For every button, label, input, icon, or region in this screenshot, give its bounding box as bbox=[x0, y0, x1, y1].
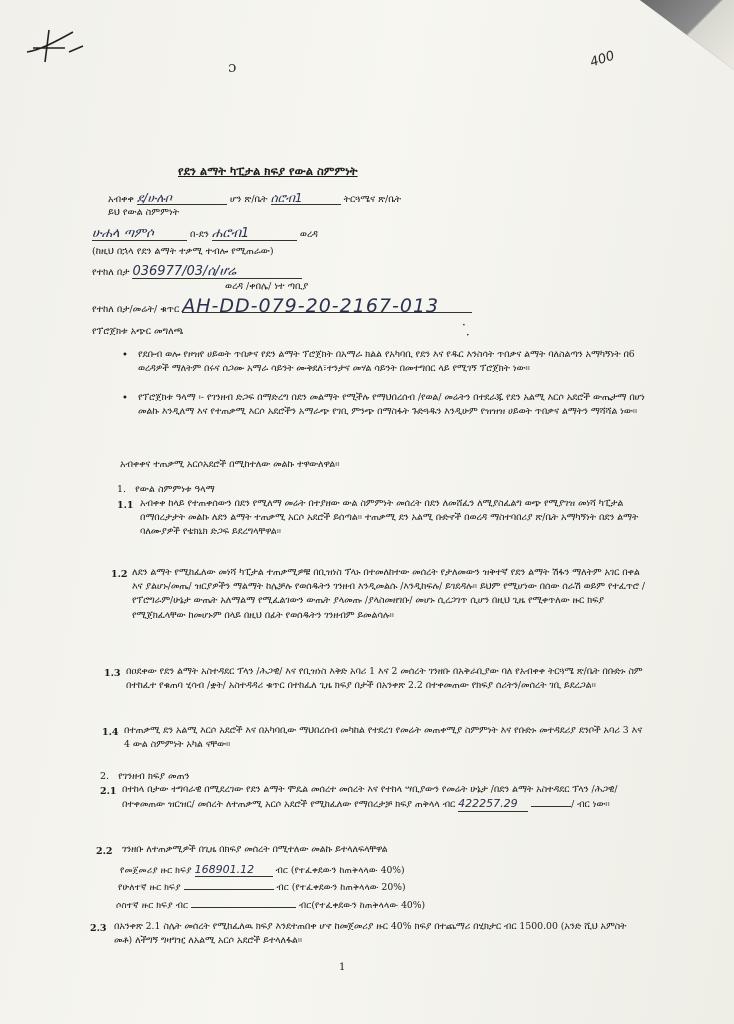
handwritten-name-2: ሁሐላ ጣምሶ bbox=[92, 228, 187, 241]
section-1-heading: 1. የውል ስምምነቱ ዓላማ bbox=[117, 484, 215, 495]
intro-bullet-1: የደቡብ ወሎ የዞዝየ ሀይወት ጥበቃና የደን ልማት ፕሮጀክት በአማራ ክልል የአካባቢ የደን እና የዱር እንስሳት ጥበቃና ልማት ባለስልጣን አማካኝነት በ6 ወረዳዎች ማለትም በሩና ሰጋሙ አማራ ሳይንት ሙቅደለ፣ተንታና መሃል ሳይንት በመተግበር ላይ የሚገኝ ፕሮጀክት ነው። bbox=[138, 349, 635, 375]
party-line-3: ሁሐላ ጣምሶ በ-ደን ሐሮብ1 ወረዳ bbox=[92, 226, 318, 241]
project-summary-heading: የፕሮጀክቱ አጭር መግለጫ bbox=[92, 326, 184, 337]
party-line-2: ይህ የውል ስምምነት bbox=[108, 207, 180, 218]
party-line-4: (ከዚህ በኋላ የደን ልማት ተቃሚ ተብሎ የሚጠራው) bbox=[92, 246, 274, 257]
handwritten-place-1: ሰሮብ1 bbox=[271, 192, 341, 205]
clause-2-1-text: በተከላ በታው ተግባራዊ በሚደረገው የደን ልማት ሞዴል መሰረተ መሰረት እና የተከላ ሣቢያውን የመሬት ሁኔታ /በደን ልማት አስተዳደር ፕላን /ሕጋዊ/ በተቀመጠው ዝርዝር/ መሰረት ለተጠቃሚ አርሶ አደሮች የሚከፈለው የማበረታቻ ክፍያ ጠቅላላ ብር 422257.29 / ብር ነው። bbox=[122, 783, 642, 812]
handwritten-corner-number: 400 bbox=[588, 48, 617, 71]
clause-number: 1.3 bbox=[104, 668, 121, 679]
party-line-7: የተከለ በታ/መሬት/ ቁጥር AH-DD-079-20-2167-013 bbox=[92, 300, 472, 316]
clause-1-4-text: በተጠቃሚ ደን አልሚ እርሶ አደሮች እና በአካባቢው ማህበረሰብ መካከል የተደረገ የመሬት መጠቀሚያ ስምምነት እና የቡድኑ መተዳደሪያ ደንቦች አባሪ 3 እና 4 ውል ስምምነት አካል ናቸው። bbox=[124, 725, 643, 751]
party-line-1: አብቀቀ ደ/ሁሉቦ ሆን ጽ/ቤት ሰሮብ1 ትርጓሜና ጽ/ቤት bbox=[108, 191, 402, 205]
clause-number: 1.4 bbox=[102, 727, 119, 738]
clause-number: 1.1 bbox=[117, 500, 134, 511]
payment-row-3: ሶስተኛ ዙር ክፍያ ብር ብር(የተፈቀደውን ከጠቅላላው 40%) bbox=[116, 900, 426, 911]
clause-1-3-text: በዐደቀው የደን ልማት አስተዳደር ፕላን /ሕጋዊ/ እና የቢዝነስ እቅድ አባሪ 1 እና 2 መሰረት ገንዘቡ በአቅራቢያው ባለ የአብቀቀ ትርጓሜ ጽ/ቤት በቡድኑ ስም በተከፈተ የቁጠባ ሂሳብ /ቋት/ አስተዳዳሪ ቁጥር በተከፈለ ጊዜ ክፍያ በታች በአንቀጽ 2.2 በተቀመጠው የክፍያ ሰሪትን/መሰረት ገቢ ይደረጋል። bbox=[126, 666, 643, 692]
handwritten-scribble-mark bbox=[25, 22, 95, 72]
clause-2-3-text: በአንቀጽ 2.1 ስሌት መሰረት የሚከፈለዉ ክፍያ እንደተጠበቀ ሆኖ ከመጀመሪያ ዙር 40% ክፍያ በተጨማሪ በሂክታር ብር 1500.00 (አንድ ሺህ አምስት መቶ) ለችግኝ ግዛግዢ ለአልሚ አርሶ አደሮች ይተላለፋል። bbox=[114, 921, 627, 947]
handwritten-name-1: ደ/ሁሉቦ bbox=[137, 192, 227, 205]
section-2-heading: 2. የገንዘብ ክፍያ መጠን bbox=[100, 771, 190, 782]
handwritten-plot-code: 036977/03/ሰ/ሆሬ bbox=[132, 266, 302, 279]
handwritten-small-mark: ɔ bbox=[228, 58, 237, 76]
document-title: የደን ልማት ካፒታል ክፍያ የውል ስምምነት bbox=[178, 164, 358, 178]
intro-closing: አብቀቀና ተጠቃሚ አርሶአደሮች በሚከተለው መልኩ ተዋውለዋል። bbox=[120, 459, 340, 470]
intro-bullet-2: የፕሮጀክቱ ዓላማ ፡- የገንዘብ ድጋፍ በማድረግ በደን መልማት የሚችሉ የማህበረሰብ /የወል/ መሬትን በተደራጁ የደን አልሚ እርሶ አደሮች ውጤታማ በሆነ መልኩ እንዲለማ እና የተጠቃሚ እርሶ አደሮችን አማራጭ የገቢ ምንጭ በማስፋት ጉድጓዱን እንዲሁም የዝዝዝ ሀይወት ጥበቃና ልማትን ማሻሻል ነው። bbox=[138, 392, 645, 418]
payment-row-2: የሁለተኛ ዙር ክፍያ ብር (የተፈቀደውን ከጠቅላላው 20%) bbox=[118, 882, 406, 893]
party-line-6: ወረዳ /ቀበሌ/ ነተ ጣቢያ bbox=[225, 281, 309, 292]
bullet-icon: • bbox=[122, 350, 128, 361]
clause-number: 2.2 bbox=[96, 846, 113, 857]
handwritten-total-amount: 422257.29 bbox=[458, 797, 528, 812]
handwritten-place-2: ሐሮብ1 bbox=[212, 228, 297, 241]
party-line-5: የተከለ በታ 036977/03/ሰ/ሆሬ bbox=[92, 266, 302, 279]
handwritten-plot-number: AH-DD-079-20-2167-013 bbox=[182, 300, 472, 313]
clause-number: 1.2 bbox=[111, 569, 128, 580]
payment-row-1: የመጀመሪያ ዙር ክፍያ 168901.12 ብር (የተፈቀደውን ከጠቅላላው 40%) bbox=[120, 863, 405, 876]
bullet-icon: • bbox=[122, 393, 128, 404]
clause-number: 2.3 bbox=[90, 923, 107, 934]
clause-number: 2.1 bbox=[100, 786, 117, 797]
clause-2-2-intro: ገንዘቡ ለተጠቃሚዎች በጊዜ በክፍያ መሰረት በሚተለው መልኩ ይተላለፍላቸዋል bbox=[122, 844, 388, 855]
handwritten-first-payment: 168901.12 bbox=[195, 864, 273, 877]
clause-1-2-text: ለደን ልማት የሚከፈለው መነሻ ካፒታል ተጠቃሚዎቹ በቢዝነስ ፕላኑ በተመለከተው መሰረት የታለመውን ዝቅተኛ የደን ልማት ሽፋን ማለትም አገር በቀል እና ያልሆኑ/መጤ/ ዝርያዎችን ማልማት ከሌቻሉ የወሰዱትን ገንዘብ እንዲመልሱ /እንዲከፍሉ/ ይገደዳሉ። ይህም የሚሆነው በሰው ሰራሽ ወይም የተፈጥሮ /የፕሮግራም/ሁኔታ ውጤት አለማልማ የሚፈልገውን ውጤት ያላመጡ /ያላስመዘገቡ/ መሆኑ ሲረጋገጥ ሲሆን በዚህ ጊዜ የሚቀጥለው ዙር ክፍያ የሚጀክፈላቸው ከመሆኑም በላይ በዚህ በፊት የወሰዱትን ገንዘብም ይመልሳሉ። bbox=[132, 567, 646, 621]
page-number: 1 bbox=[339, 962, 346, 973]
clause-1-1-text: አብቀቀ ከላይ የተጠቀሰውን በደን የሚለማ መሬት በተያዘው ውል ስምምነት መሰረት በደን ለመሸፈን ለሚያስፈልግ ወጭ የሚያገዝ መነሻ ካፒታል በማበረታታት መልኩ ለደን ልማት ተጠቃሚ አርሶ አደሮች ይሰጣል። ተጠቃሚ ደን አልሚ ቡድኖች በወረዳ ማስተባበሪያ ጽ/ቤት አማካኝነት በደን ልማት ባለሙያዎች የቴክኒክ ድጋፍ ይደረግላቸዋል። bbox=[140, 498, 639, 538]
pen-dots: · · bbox=[462, 318, 470, 342]
